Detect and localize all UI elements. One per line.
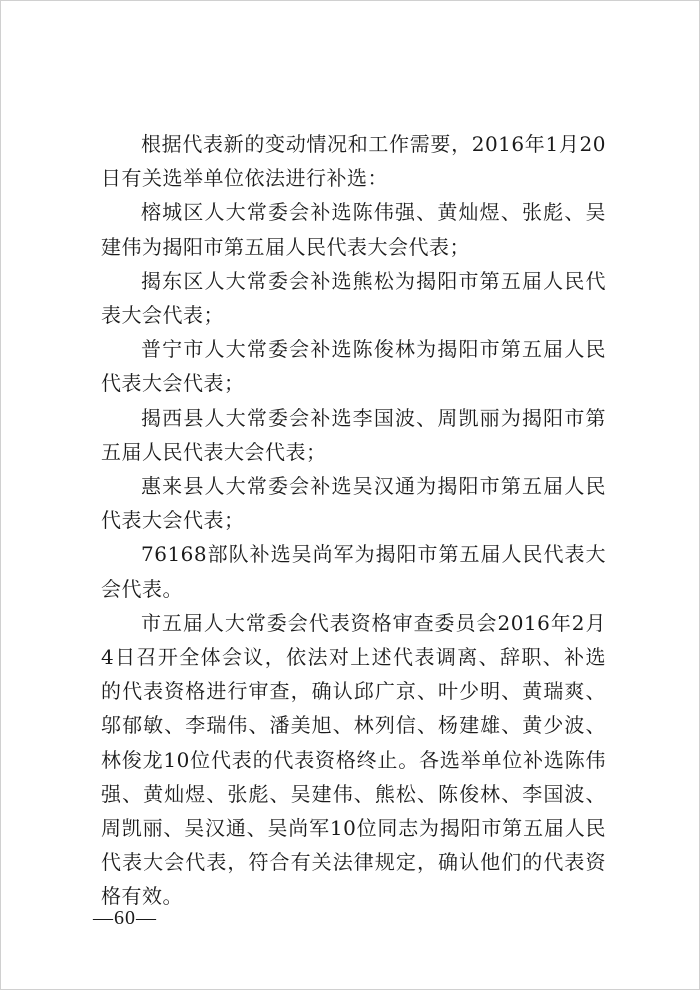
- paragraph-puning: 普宁市人大常委会补选陈俊林为揭阳市第五届人民代表大会代表；: [101, 337, 606, 396]
- document-body: [101, 127, 606, 914]
- paragraph-intro: 根据代表新的变动情况和工作需要，2016年1月20日有关选举单位依法进行补选：: [101, 132, 606, 191]
- paragraph-huilai: 惠来县人大常委会补选吴汉通为揭阳市第五届人民代表大会代表；: [101, 474, 606, 533]
- paragraph-jiedong: 揭东区人大常委会补选熊松为揭阳市第五届人民代表大会代表；: [101, 268, 606, 328]
- paragraph-review: 市五届人大常委会代表资格审查委员会2016年2月4日召开全体会议，依法对上述代表调离、辞职、补选的代表资格进行审查，确认邱广京、叶少明、黄瑞爽、邬郁敏、李瑞伟、潘美旭、林列信、杨建雄、黄少波、林俊龙10位代表的代表资格终止。各选举单位补选陈伟强、黄灿煜、张彪、吴建伟、熊松、陈俊林、李国波、周凯丽、吴汉通、吴尚军10位同志为揭阳市第五届人民代表大会代表，符合有关法律规定，确认他们的代表资格有效。: [101, 610, 606, 909]
- paragraph-rongcheng: 榕城区人大常委会补选陈伟强、黄灿煜、张彪、吴建伟为揭阳市第五届人民代表大会代表；: [101, 200, 606, 259]
- paragraph-jiexi: 揭西县人大常委会补选李国波、周凯丽为揭阳市第五届人民代表大会代表；: [101, 405, 606, 464]
- paragraph-troops: 76168部队补选吴尚军为揭阳市第五届人民代表大会代表。: [101, 542, 606, 601]
- page-number: —60—: [93, 907, 157, 929]
